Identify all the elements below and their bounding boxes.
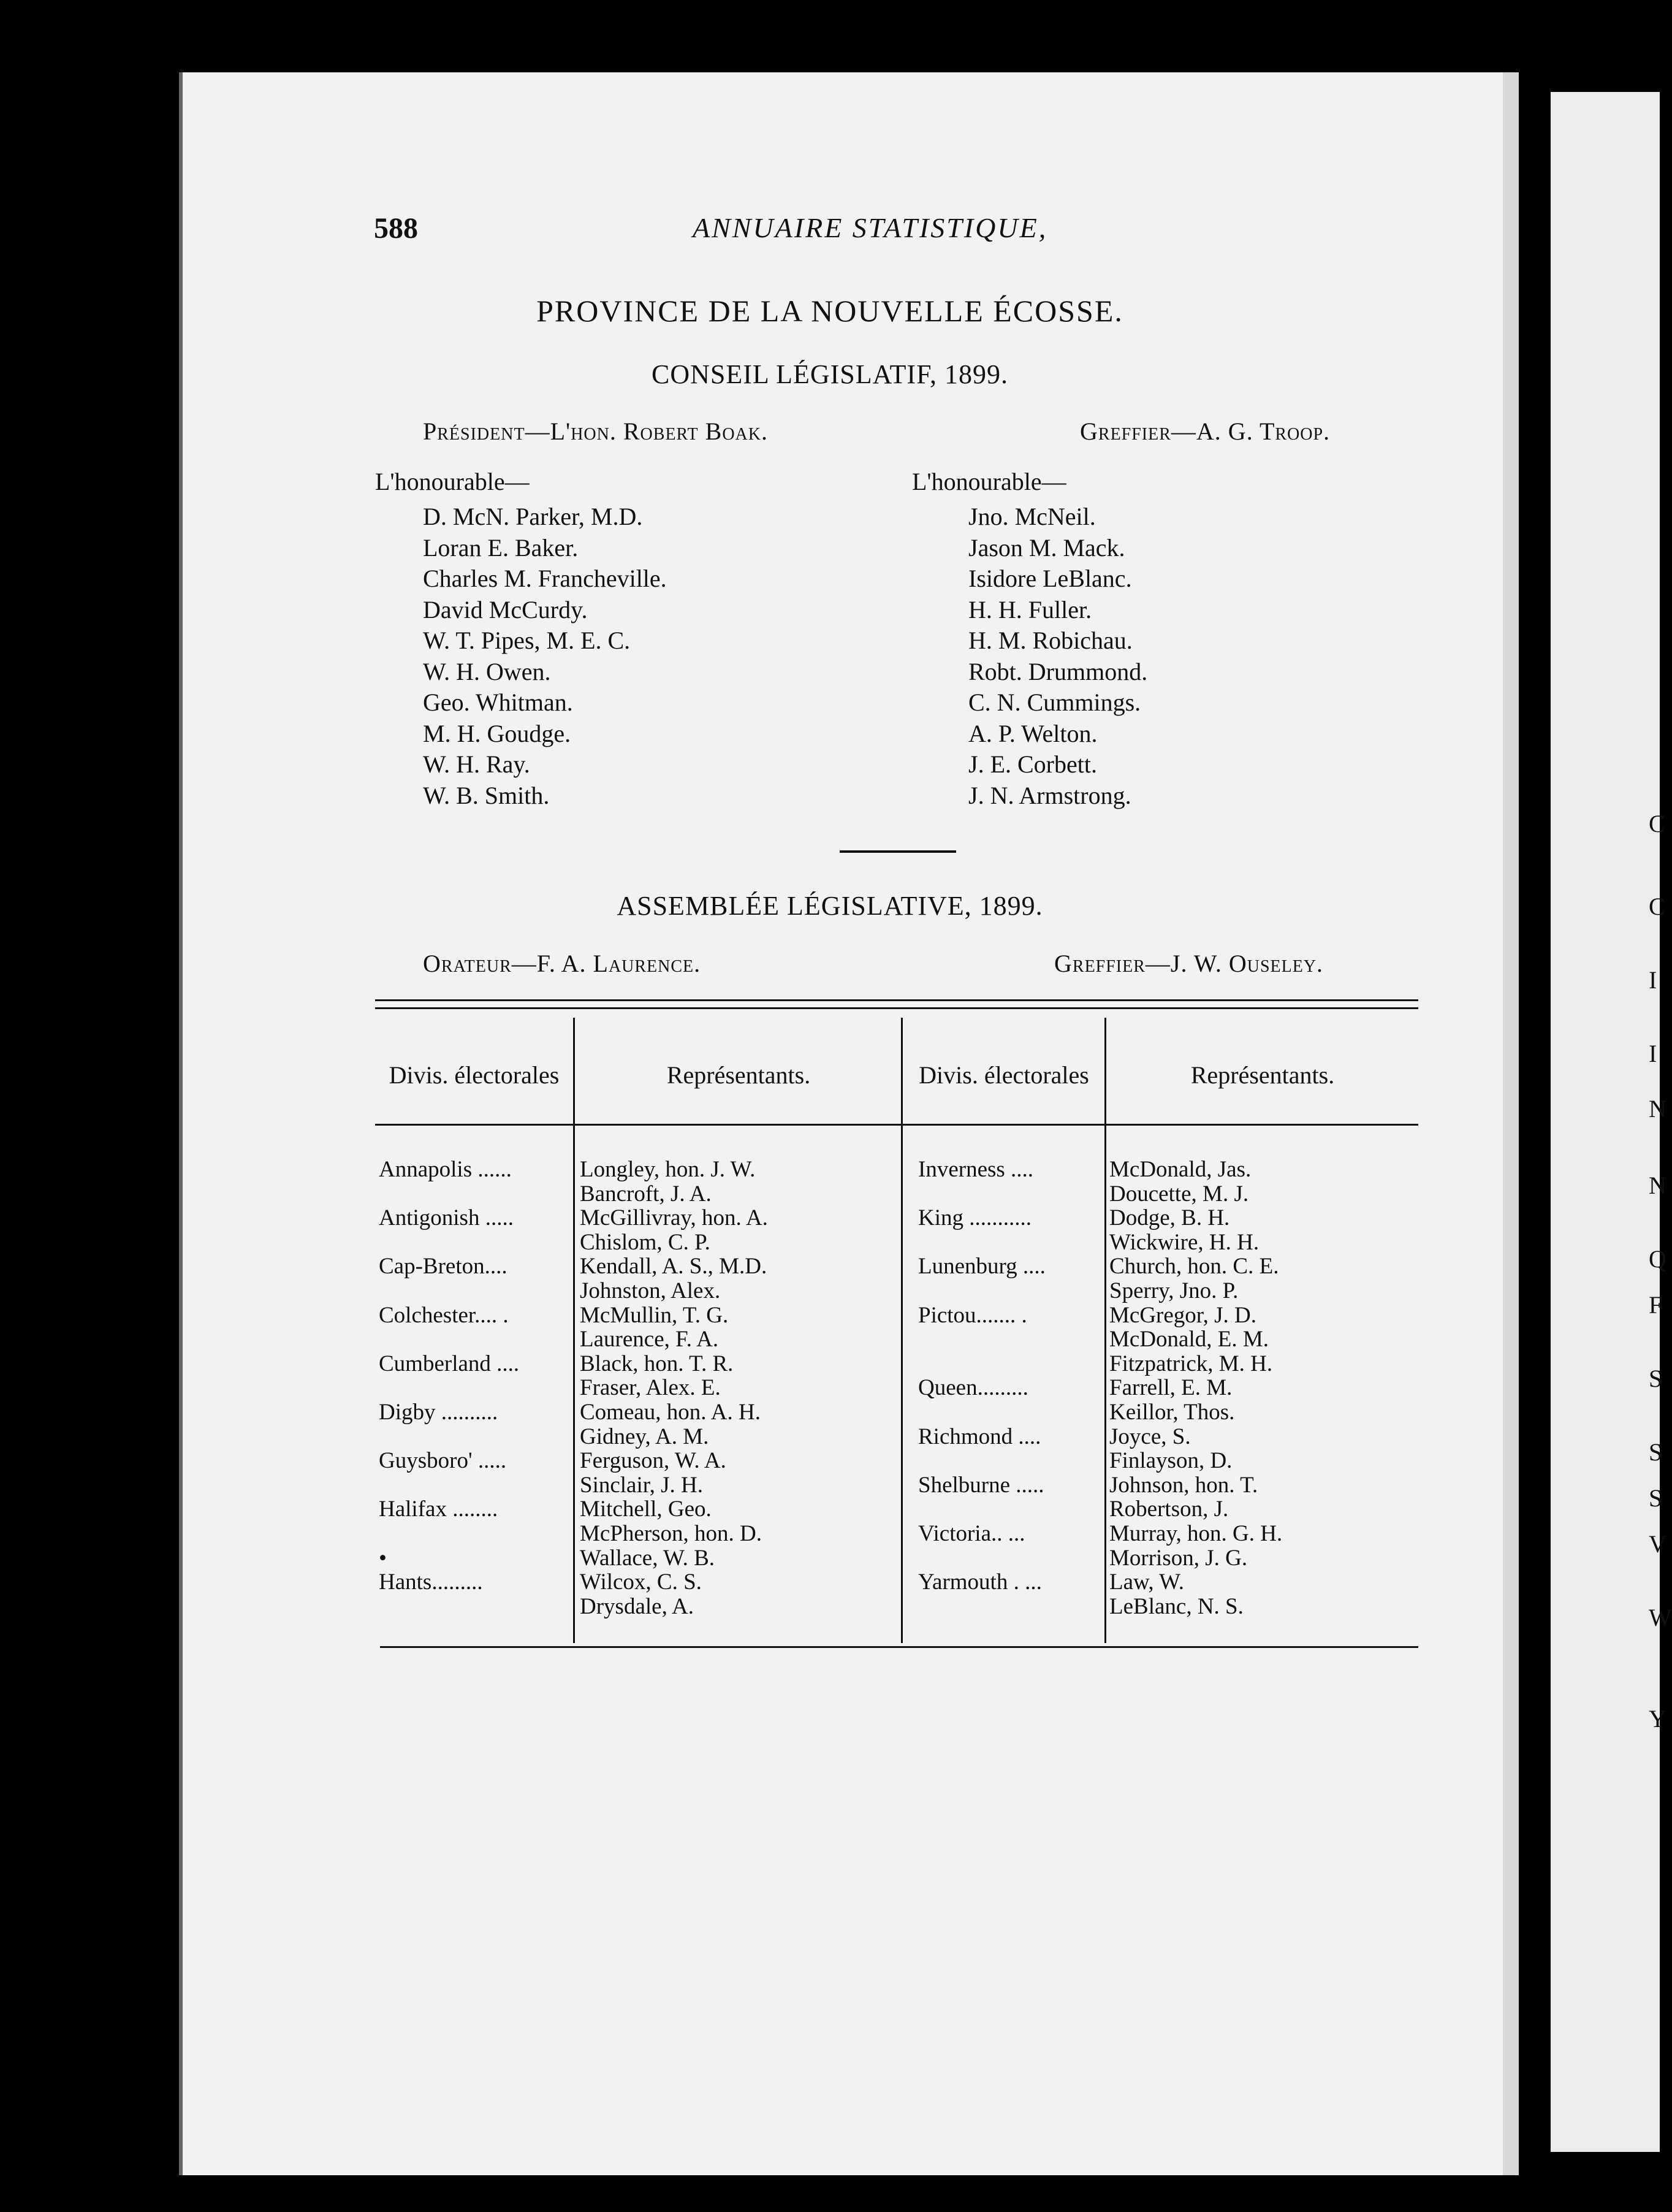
assemblee-greffier: Greffier—J. W. Ouseley. [1054, 950, 1324, 977]
representant-name: Drysdale, A. [580, 1593, 694, 1619]
representant-name: Doucette, M. J. [1109, 1181, 1249, 1207]
facing-page-letter: Y [1649, 1705, 1666, 1733]
division-name: Cap-Breton.... [379, 1254, 507, 1280]
division-name: King ........... [918, 1205, 1032, 1231]
facing-page-letter: F [1649, 1291, 1663, 1319]
council-member: Loran E. Baker. [423, 533, 579, 562]
conseil-president: Président—L'hon. Robert Boak. [423, 418, 768, 445]
council-member: H. H. Fuller. [968, 595, 1092, 624]
council-member: J. E. Corbett. [968, 750, 1097, 778]
representant-name: Joyce, S. [1109, 1424, 1191, 1449]
representant-name: McDonald, E. M. [1109, 1327, 1269, 1352]
division-name: Lunenburg .... [918, 1254, 1046, 1280]
representant-name: Comeau, hon. A. H. [580, 1400, 761, 1425]
representant-name: Johnson, hon. T. [1109, 1472, 1258, 1498]
representant-name: Mitchell, Geo. [580, 1497, 712, 1522]
council-member: Isidore LeBlanc. [968, 565, 1132, 592]
division-name: Queen......... [918, 1375, 1028, 1401]
facing-page-letter: I [1649, 966, 1657, 994]
representant-name: Dodge, B. H. [1109, 1205, 1230, 1231]
council-members-right [968, 502, 1147, 811]
council-member: W. B. Smith. [423, 781, 550, 809]
council-member: Charles M. Francheville. [423, 565, 667, 592]
council-member: J. N. Armstrong. [968, 781, 1131, 809]
representant-name: McPherson, hon. D. [580, 1521, 762, 1546]
representant-name: Bancroft, J. A. [580, 1181, 712, 1207]
header-bottom-rule [375, 1124, 1418, 1126]
facing-page-letter: N [1649, 1172, 1666, 1199]
column-divider-2 [901, 1018, 903, 1643]
representant-name: McGregor, J. D. [1109, 1302, 1256, 1328]
council-member: W. H. Ray. [423, 750, 530, 778]
facing-page [1551, 92, 1663, 2152]
division-name: Colchester.... . [379, 1302, 509, 1328]
facing-page-letter: Q [1649, 1245, 1666, 1273]
representant-name: Church, hon. C. E. [1109, 1254, 1279, 1280]
representant-name: Kendall, A. S., M.D. [580, 1254, 767, 1280]
council-member: D. McN. Parker, M.D. [423, 503, 643, 530]
representant-name: McDonald, Jas. [1109, 1157, 1252, 1182]
representant-name: Gidney, A. M. [580, 1424, 709, 1449]
division-name: • [379, 1545, 387, 1571]
representant-name: Ferguson, W. A. [580, 1448, 726, 1474]
running-head: ANNUAIRE STATISTIQUE, [693, 212, 1048, 243]
column-header-divisions-right: Divis. électorales [919, 1061, 1089, 1089]
representant-name: Black, hon. T. R. [580, 1351, 734, 1376]
representant-name: Longley, hon. J. W. [580, 1157, 756, 1182]
division-name: Annapolis ...... [379, 1157, 512, 1182]
division-name: Antigonish ..... [379, 1205, 514, 1231]
page-number: 588 [374, 212, 418, 245]
division-name: Shelburne ..... [918, 1472, 1044, 1498]
division-name: Pictou....... . [918, 1302, 1027, 1328]
facing-page-letter: S [1649, 1365, 1663, 1392]
council-member: Jno. McNeil. [968, 503, 1096, 530]
representant-name: Keillor, Thos. [1109, 1400, 1235, 1425]
council-member: M. H. Goudge. [423, 719, 571, 747]
representant-name: McGillivray, hon. A. [580, 1205, 768, 1231]
representant-name: Sinclair, J. H. [580, 1472, 703, 1498]
facing-page-letter: N [1649, 1095, 1666, 1123]
facing-page-letter: S [1649, 1484, 1663, 1512]
representant-name: Finlayson, D. [1109, 1448, 1233, 1474]
representant-name: LeBlanc, N. S. [1109, 1593, 1244, 1619]
representant-name: Farrell, E. M. [1109, 1375, 1233, 1401]
council-member: David McCurdy. [423, 595, 588, 624]
representant-name: Chislom, C. P. [580, 1229, 710, 1255]
table-top-rule [375, 999, 1418, 1001]
facing-page-letter: V [1649, 1530, 1666, 1558]
representant-name: Sperry, Jno. P. [1109, 1278, 1239, 1303]
representant-name: Wallace, W. B. [580, 1545, 715, 1571]
council-member: Geo. Whitman. [423, 688, 573, 716]
council-members-left [423, 502, 667, 811]
council-member: A. P. Welton. [968, 719, 1098, 747]
table-top-rule-2 [375, 1007, 1418, 1009]
representant-name: Laurence, F. A. [580, 1327, 719, 1352]
honourable-heading-right: L'honourable— [912, 468, 1066, 495]
division-name: Halifax ........ [379, 1497, 498, 1522]
council-member: W. H. Owen. [423, 657, 551, 685]
council-member: H. M. Robichau. [968, 627, 1133, 654]
facing-page-letter: I [1649, 1040, 1657, 1067]
council-member: C. N. Cummings. [968, 688, 1141, 716]
honourable-heading-left: L'honourable— [375, 468, 530, 495]
council-member: Robt. Drummond. [968, 657, 1148, 685]
division-name: Yarmouth . ... [918, 1569, 1042, 1595]
council-member: Jason M. Mack. [968, 533, 1125, 562]
division-name: Victoria.. ... [918, 1521, 1025, 1546]
column-divider-1 [573, 1018, 575, 1643]
column-divider-3 [1104, 1018, 1106, 1643]
representant-name: Fraser, Alex. E. [580, 1375, 721, 1401]
representant-name: Johnston, Alex. [580, 1278, 721, 1303]
column-header-representants-left: Représentants. [666, 1061, 811, 1089]
representant-name: Law, W. [1109, 1569, 1184, 1595]
representant-name: McMullin, T. G. [580, 1302, 729, 1328]
conseil-heading: CONSEIL LÉGISLATIF, 1899. [651, 359, 1009, 389]
assemblee-orateur: Orateur—F. A. Laurence. [423, 950, 701, 977]
representant-name: Morrison, J. G. [1109, 1545, 1248, 1571]
page-title: PROVINCE DE LA NOUVELLE ÉCOSSE. [536, 294, 1123, 328]
representant-name: Robertson, J. [1109, 1497, 1229, 1522]
table-bottom-rule [380, 1646, 1418, 1648]
representant-name: Fitzpatrick, M. H. [1109, 1351, 1273, 1376]
representant-name: Wilcox, C. S. [580, 1569, 702, 1595]
representant-name: Wickwire, H. H. [1109, 1229, 1260, 1255]
division-name: Guysboro' ..... [379, 1448, 507, 1474]
facing-page-letter: S [1649, 1438, 1663, 1466]
section-divider [840, 850, 956, 853]
division-name: Richmond .... [918, 1424, 1041, 1449]
facing-page-letter: C [1649, 810, 1665, 837]
facing-page-letter: W [1649, 1604, 1672, 1631]
column-header-representants-right: Représentants. [1190, 1061, 1335, 1089]
council-member: W. T. Pipes, M. E. C. [423, 627, 631, 654]
representant-name: Murray, hon. G. H. [1109, 1521, 1283, 1546]
facing-page-letter: C [1649, 893, 1665, 920]
column-header-divisions-left: Divis. électorales [389, 1061, 560, 1089]
division-name: Digby .......... [379, 1400, 498, 1425]
division-name: Hants......... [379, 1569, 483, 1595]
conseil-greffier: Greffier—A. G. Troop. [1080, 418, 1331, 445]
division-name: Cumberland .... [379, 1351, 520, 1376]
assemblee-heading: ASSEMBLÉE LÉGISLATIVE, 1899. [617, 891, 1043, 921]
division-name: Inverness .... [918, 1157, 1034, 1182]
